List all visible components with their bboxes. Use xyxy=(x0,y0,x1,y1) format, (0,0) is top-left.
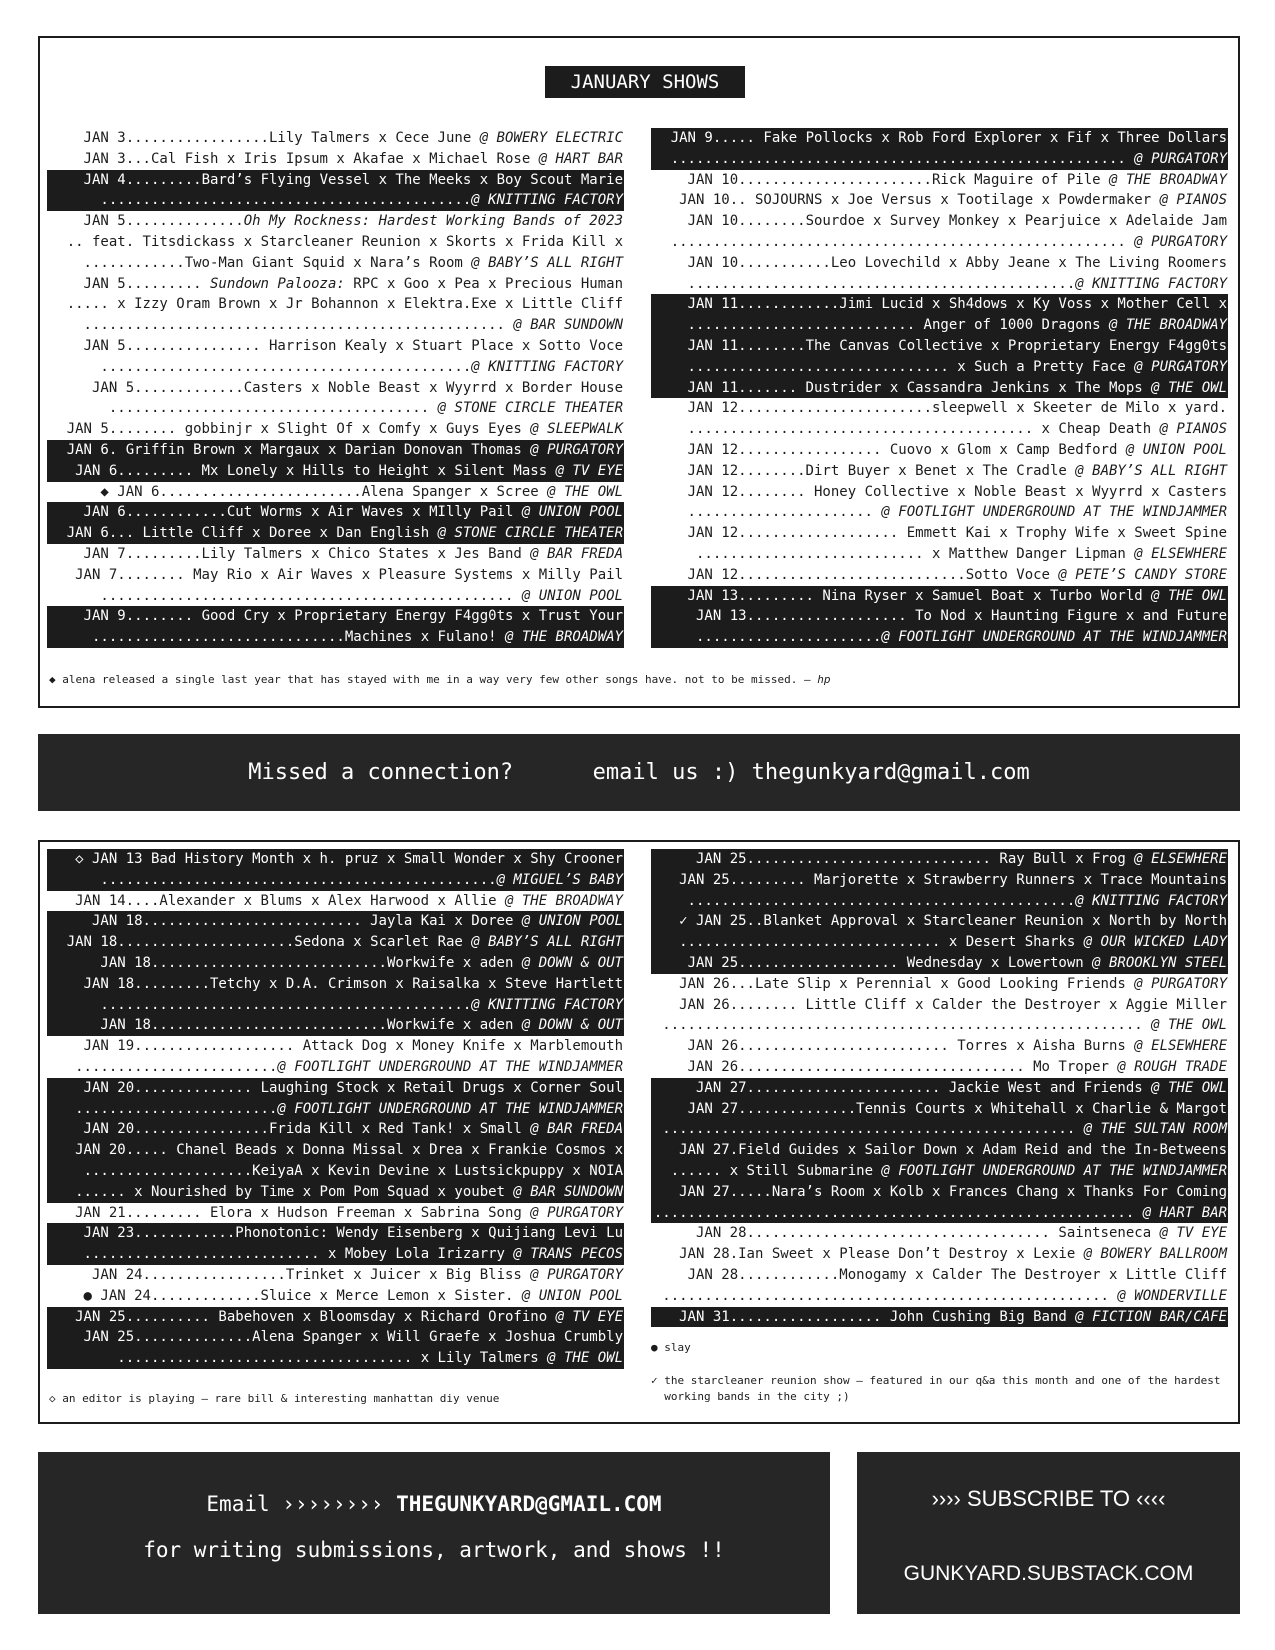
show-listing-line: ....................KeiyaA x Kevin Devine x Lustsickpuppy x NOIA xyxy=(47,1161,624,1182)
show-listing-line: ..................................................... @ WONDERVILLE xyxy=(662,1287,1227,1304)
show-listing-line: ................................................. @ THE SULTAN ROOM xyxy=(651,1119,1228,1140)
show-listing-line: JAN 7........ May Rio x Air Waves x Pleasure Systems x Milly Pail xyxy=(75,566,623,583)
show-listing-line: JAN 4.........Bard’s Flying Vessel x The Meeks x Boy Scout Marie xyxy=(47,170,624,191)
show-listing-line: ........................@ FOOTLIGHT UNDERGROUND AT THE WINDJAMMER xyxy=(75,1058,623,1075)
show-listing-line: ........................@ FOOTLIGHT UNDERGROUND AT THE WINDJAMMER xyxy=(47,1099,624,1120)
show-listing-line: ...................................... @ STONE CIRCLE THEATER xyxy=(108,400,623,417)
show-listing-line: ◇ JAN 13 Bad History Month x h. pruz x Small Wonder x Shy Crooner xyxy=(47,849,624,870)
show-listing-line: ............Two-Man Giant Squid x Nara’s Room @ BABY’S ALL RIGHT xyxy=(83,254,623,271)
show-listing-line: ...............................................@ MIGUEL’S BABY xyxy=(47,870,624,891)
show-listing-line: JAN 18.........Tetchy x D.A. Crimson x Raisalka x Steve Hartlett xyxy=(47,974,624,995)
show-listing-line: JAN 25......... Marjorette x Strawberry Runners x Trace Mountains xyxy=(651,870,1228,891)
footnote-editor: ◇ an editor is playing – rare bill & interesting manhattan diy venue xyxy=(49,1392,500,1405)
submissions-text: for writing submissions, artwork, and shows !! xyxy=(143,1538,725,1562)
show-listing-line: JAN 31.................. John Cushing Big Band @ FICTION BAR/CAFE xyxy=(651,1307,1228,1328)
show-listing-line: JAN 24.................Trinket x Juicer x Big Bliss @ PURGATORY xyxy=(91,1266,623,1283)
subscribe-text: ›››› SUBSCRIBE TO ‹‹‹‹ xyxy=(931,1486,1166,1511)
show-listing-line: JAN 12........Dirt Buyer x Benet x The Cradle @ BABY’S ALL RIGHT xyxy=(687,462,1227,479)
show-listing-line: JAN 28.................................... Saintseneca @ TV EYE xyxy=(695,1225,1227,1242)
show-listing-line: ............................... x Such a Pretty Face @ PURGATORY xyxy=(651,357,1228,378)
show-listing-line: JAN 23............Phonotonic: Wendy Eisenberg x Quijiang Levi Lu xyxy=(47,1223,624,1244)
show-listing-line: JAN 20................Frida Kill x Red Tank! x Small @ BAR FREDA xyxy=(47,1119,624,1140)
submissions-footer xyxy=(38,1452,830,1614)
subscribe-footer xyxy=(857,1452,1240,1614)
show-listing-line: JAN 13................... To Nod x Haunting Figure x and Future xyxy=(651,606,1228,627)
email-line: Email ›››››››› THEGUNKYARD@GMAIL.COM xyxy=(206,1492,662,1516)
show-listing-line: JAN 20.............. Laughing Stock x Retail Drugs x Corner Soul xyxy=(47,1078,624,1099)
show-listing-line: JAN 6............Cut Worms x Air Waves x MIlly Pail @ UNION POOL xyxy=(47,502,624,523)
page-title: JANUARY SHOWS xyxy=(545,66,745,98)
banner-email-link[interactable]: email us :) thegunkyard@gmail.com xyxy=(592,760,1030,785)
show-listing-line: JAN 27....................... Jackie West and Friends @ THE OWL xyxy=(651,1078,1228,1099)
show-listing-line: JAN 10.. SOJOURNS x Joe Versus x Tootilage x Powdermaker @ PIANOS xyxy=(679,192,1227,209)
show-listing-line: JAN 26...Late Slip x Perennial x Good Looking Friends @ PURGATORY xyxy=(679,975,1227,992)
show-listing-line: ........................... x Matthew Danger Lipman @ ELSEWHERE xyxy=(695,545,1227,562)
show-listing-line: ......................................................... @ HART BAR xyxy=(651,1203,1228,1224)
show-listing-line: ................................... x Lily Talmers @ THE OWL xyxy=(47,1348,624,1369)
missed-connection-banner xyxy=(38,734,1240,811)
show-listing-line: ............................ x Mobey Lola Irizarry @ TRANS PECOS xyxy=(47,1244,624,1265)
show-listing-line: ...... x Still Submarine @ FOOTLIGHT UNDERGROUND AT THE WINDJAMMER xyxy=(651,1161,1228,1182)
show-listing-line: ...................................................... @ PURGATORY xyxy=(670,233,1227,250)
show-listing-line: ◆ JAN 6........................Alena Spanger x Scree @ THE OWL xyxy=(100,483,623,500)
show-listing-line: JAN 28.Ian Sweet x Please Don’t Destroy x Lexie @ BOWERY BALLROOM xyxy=(679,1246,1227,1263)
footnote-slay: ● slay xyxy=(651,1341,691,1354)
shows-column-top-left xyxy=(47,128,624,648)
show-listing-line: JAN 21......... Elora x Hudson Freeman x Sabrina Song @ PURGATORY xyxy=(75,1204,623,1221)
show-listing-line: ..............................................@ KNITTING FACTORY xyxy=(651,891,1228,912)
show-listing-line: .................................................. @ BAR SUNDOWN xyxy=(83,317,623,334)
show-listing-line: ........................... Anger of 1000 Dragons @ THE BROADWAY xyxy=(651,315,1228,336)
show-listing-line: JAN 10........Sourdoe x Survey Monkey x Pearjuice x Adelaide Jam xyxy=(687,213,1227,230)
show-listing-line: ................................................. @ UNION POOL xyxy=(100,587,623,604)
show-listing-line: ...................... @ FOOTLIGHT UNDERGROUND AT THE WINDJAMMER xyxy=(687,504,1227,521)
show-listing-line: ✓ JAN 25..Blanket Approval x Starcleaner Reunion x North by North xyxy=(651,911,1228,932)
show-listing-line: JAN 25.......... Babehoven x Bloomsday x Richard Orofino @ TV EYE xyxy=(47,1307,624,1328)
show-listing-line: JAN 25............................. Ray Bull x Frog @ ELSEWHERE xyxy=(651,849,1228,870)
show-listing-line: ......................................... x Cheap Death @ PIANOS xyxy=(687,421,1227,438)
show-listing-line: JAN 9........ Good Cry x Proprietary Energy F4gg0ts x Trust Your xyxy=(47,606,624,627)
show-listing-line: ............................................@ KNITTING FACTORY xyxy=(47,190,624,211)
show-listing-line: ...................................................... @ PURGATORY xyxy=(651,149,1228,170)
show-listing-line: JAN 18.......................... Jayla Kai x Doree @ UNION POOL xyxy=(47,911,624,932)
show-listing-line: .. feat. Titsdickass x Starcleaner Reunion x Skorts x Frida Kill x xyxy=(66,233,623,250)
show-listing-line: JAN 5................ Harrison Kealy x Stuart Place x Sotto Voce xyxy=(83,337,623,354)
show-listing-line: JAN 12........ Honey Collective x Noble Beast x Wyyrrd x Casters xyxy=(687,483,1227,500)
show-listing-line: JAN 26........ Little Cliff x Calder the Destroyer x Aggie Miller xyxy=(679,996,1227,1013)
show-listing-line: ......................................................... @ THE OWL xyxy=(662,1017,1227,1034)
show-listing-line: JAN 6. Griffin Brown x Margaux x Darian Donovan Thomas @ PURGATORY xyxy=(47,440,624,461)
show-listing-line: ..............................................@ KNITTING FACTORY xyxy=(687,275,1227,292)
footnote-starcleaner: ✓ the starcleaner reunion show – featured in our q&a this month and one of the hardest working bands in the city ;) xyxy=(651,1374,1221,1403)
show-listing-line: ............................... x Desert Sharks @ OUR WICKED LADY xyxy=(651,932,1228,953)
show-listing-line: ......................@ FOOTLIGHT UNDERGROUND AT THE WINDJAMMER xyxy=(651,627,1228,648)
show-listing-line: JAN 5.............Casters x Noble Beast x Wyyrrd x Border House xyxy=(91,379,623,396)
show-listing-line: JAN 3...Cal Fish x Iris Ipsum x Akafae x Michael Rose @ HART BAR xyxy=(83,150,623,167)
show-listing-line: JAN 27.....Nara’s Room x Kolb x Frances Chang x Thanks For Coming xyxy=(651,1182,1228,1203)
show-listing-line: JAN 25..............Alena Spanger x Will Graefe x Joshua Crumbly xyxy=(47,1327,624,1348)
show-listing-line: JAN 3.................Lily Talmers x Cece June @ BOWERY ELECTRIC xyxy=(83,130,623,146)
shows-column-top-right xyxy=(651,128,1228,648)
show-listing-line: ............................................@ KNITTING FACTORY xyxy=(47,995,624,1016)
show-listing-line: JAN 20..... Chanel Beads x Donna Missal x Drea x Frankie Cosmos x xyxy=(47,1140,624,1161)
show-listing-line: JAN 6......... Mx Lonely x Hills to Height x Silent Mass @ TV EYE xyxy=(47,461,624,482)
substack-link[interactable]: GUNKYARD.SUBSTACK.COM xyxy=(903,1562,1194,1585)
show-listing-line: JAN 11....... Dustrider x Cassandra Jenkins x The Mops @ THE OWL xyxy=(651,378,1228,399)
show-listing-line: JAN 13......... Nina Ryser x Samuel Boat x Turbo World @ THE OWL xyxy=(651,586,1228,607)
show-listing-line: JAN 18.....................Sedona x Scarlet Rae @ BABY’S ALL RIGHT xyxy=(47,932,624,953)
show-listing-line: JAN 7.........Lily Talmers x Chico States x Jes Band @ BAR FREDA xyxy=(83,545,623,562)
show-listing-line: JAN 5........ gobbinjr x Slight Of x Comfy x Guys Eyes @ SLEEPWALK xyxy=(66,421,623,438)
show-listing-line: JAN 19................... Attack Dog x Money Knife x Marblemouth xyxy=(83,1038,623,1055)
submissions-email-link[interactable]: THEGUNKYARD@GMAIL.COM xyxy=(396,1492,662,1516)
shows-column-bottom-left xyxy=(47,849,624,1369)
show-listing-line: ..............................Machines x Fulano! @ THE BROADWAY xyxy=(47,627,624,648)
show-listing-line: JAN 18............................Workwife x aden @ DOWN & OUT xyxy=(47,953,624,974)
show-listing-line: JAN 5......... Sundown Palooza: RPC x Goo x Pea x Precious Human xyxy=(83,275,623,292)
show-listing-line: JAN 12................... Emmett Kai x Trophy Wife x Sweet Spine xyxy=(687,525,1227,542)
show-listing-line: JAN 26......................... Torres x Aisha Burns @ ELSEWHERE xyxy=(687,1038,1227,1055)
show-listing-line: ...... x Nourished by Time x Pom Pom Squad x youbet @ BAR SUNDOWN xyxy=(47,1182,624,1203)
shows-column-bottom-right xyxy=(651,849,1228,1327)
show-listing-line: JAN 14....Alexander x Blums x Alex Harwood x Allie @ THE BROADWAY xyxy=(75,892,623,909)
show-listing-line: JAN 9..... Fake Pollocks x Rob Ford Explorer x Fif x Three Dollars xyxy=(651,128,1228,149)
show-listing-line: JAN 11........The Canvas Collective x Proprietary Energy F4gg0ts xyxy=(651,336,1228,357)
show-listing-line: JAN 10...........Leo Lovechild x Abby Jeane x The Living Roomers xyxy=(687,254,1227,271)
show-listing-line: JAN 10.......................Rick Maguire of Pile @ THE BROADWAY xyxy=(687,171,1227,188)
show-listing-line: JAN 26.................................. Mo Troper @ ROUGH TRADE xyxy=(687,1058,1227,1075)
show-listing-line: JAN 6... Little Cliff x Doree x Dan English @ STONE CIRCLE THEATER xyxy=(47,523,624,544)
show-listing-line: ............................................@ KNITTING FACTORY xyxy=(100,358,623,375)
show-listing-line: JAN 25................... Wednesday x Lowertown @ BROOKLYN STEEL xyxy=(651,953,1228,974)
show-listing-line: JAN 11............Jimi Lucid x Sh4dows x Ky Voss x Mother Cell x xyxy=(651,294,1228,315)
show-listing-line: JAN 27.Field Guides x Sailor Down x Adam Reid and the In-Betweens xyxy=(651,1140,1228,1161)
show-listing-line: JAN 27..............Tennis Courts x Whitehall x Charlie & Margot xyxy=(651,1099,1228,1120)
show-listing-line: JAN 12.......................sleepwell x Skeeter de Milo x yard. xyxy=(687,400,1227,417)
show-listing-line: ..... x Izzy Oram Brown x Jr Bohannon x Elektra.Exe x Little Cliff xyxy=(66,296,623,313)
show-listing-line: JAN 12...........................Sotto Voce @ PETE’S CANDY STORE xyxy=(687,566,1227,583)
show-listing-line: JAN 12................. Cuovo x Glom x Camp Bedford @ UNION POOL xyxy=(687,441,1227,458)
show-listing-line: JAN 28............Monogamy x Calder The Destroyer x Little Cliff xyxy=(687,1266,1227,1283)
footnote-alena: ◆ alena released a single last year that has stayed with me in a way very few other songs have. not to be missed. – hp xyxy=(49,673,831,686)
banner-left-text: Missed a connection? xyxy=(248,760,514,785)
show-listing-line: JAN 18............................Workwife x aden @ DOWN & OUT xyxy=(47,1015,624,1036)
show-listing-line: ● JAN 24.............Sluice x Merce Lemon x Sister. @ UNION POOL xyxy=(83,1287,623,1304)
show-listing-line: JAN 5..............Oh My Rockness: Hardest Working Bands of 2023 xyxy=(83,213,623,230)
